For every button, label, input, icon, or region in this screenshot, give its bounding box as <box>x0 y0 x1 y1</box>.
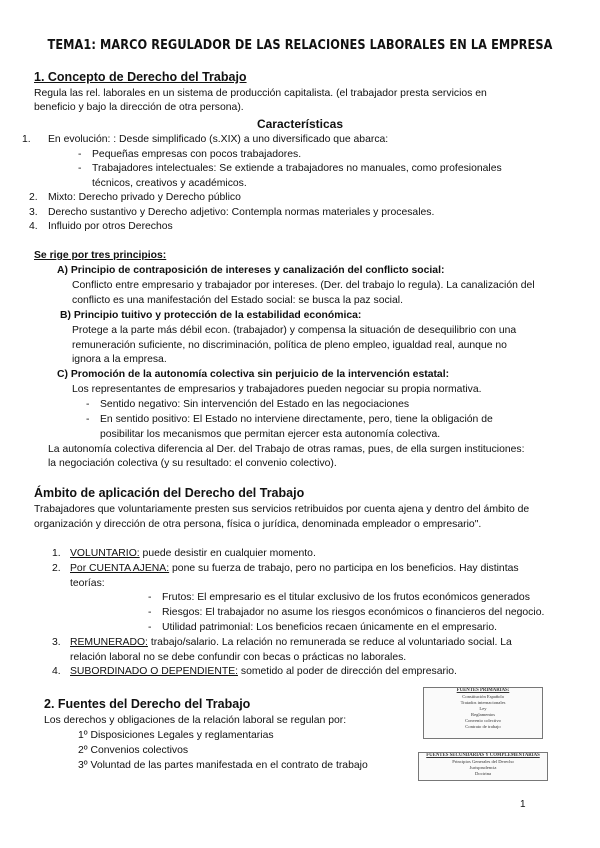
fuentes-secundarias-box <box>418 752 548 781</box>
ambito-item-4-label: SUBORDINADO O DEPENDIENTE: <box>70 666 239 677</box>
section1-intro-line2: beneficio y bajo la dirección de otra persona). <box>34 102 244 113</box>
caract-item-2-text: Mixto: Derecho privado y Derecho público <box>48 192 241 203</box>
principio-a-title: A) Principio de contraposición de intereses y canalización del conflicto social: <box>57 265 445 276</box>
ambito-intro-line2: organización y dirección de otra persona, física o jurídica, denominada empleador o empresario". <box>34 519 482 530</box>
caract-sub-1: Pequeñas empresas con pocos trabajadores. <box>92 149 302 160</box>
fuentes-item-3: 3º Voluntad de las partes manifestada en el contrato de trabajo <box>78 760 368 771</box>
principio-c-end-line1: La autonomía colectiva diferencia al Der. del Trabajo de otras ramas, pues, de ella surgen instituciones: <box>48 444 525 455</box>
principio-c-sub2-line2: posibilitar los mecanismos que permitan ejercer esta autonomía colectiva. <box>100 429 441 440</box>
principio-c-sub1: Sentido negativo: Sin intervención del Estado en las negociaciones <box>100 399 410 410</box>
principio-b-line3: ignora a la empresa. <box>72 354 167 365</box>
principio-c-end-line2: la negociación colectiva (y su resultado: el convenio colectivo). <box>48 458 337 469</box>
ambito-item-4-num: 4. <box>52 666 61 677</box>
fuentes-secundarias-title: FUENTES SECUNDARIAS Y COMPLEMENTARIAS <box>426 753 540 758</box>
fuentes-secundarias-line2: Jurisprudencia <box>469 765 497 770</box>
dash-4: - <box>86 414 90 425</box>
fuentes-item-1: 1º Disposiciones Legales y reglamentarias <box>78 730 274 741</box>
caract-sub-2-line1: Trabajadores intelectuales: Se extiende a trabajadores no manuales, como profesionales <box>92 163 502 174</box>
teoria-frutos: Frutos: El empresario es el titular exclusivo de los frutos económicos generados <box>162 592 530 603</box>
principio-b-line1: Protege a la parte más débil econ. (trabajador) y compensa la situación de desequilibrio con una <box>72 325 517 336</box>
fuentes-heading: 2. Fuentes del Derecho del Trabajo <box>44 697 251 711</box>
dash-2: - <box>78 163 82 174</box>
ambito-item-3 <box>70 636 512 649</box>
fuentes-secundarias-line1: Principios Generales del Derecho <box>452 759 514 764</box>
ambito-item-3-cont: relación laboral no se debe confundir con becas o prácticas no laborales. <box>70 652 407 663</box>
ambito-item-1-num: 1. <box>52 548 61 559</box>
ambito-item-2-num: 2. <box>52 563 61 574</box>
fuentes-primarias-line5: Convenio colectivo <box>465 718 501 723</box>
ambito-item-2-text: pone su fuerza de trabajo, pero no participa en los beneficios. Hay distintas <box>169 563 519 574</box>
ambito-item-1-text: puede desistir en cualquier momento. <box>139 548 316 559</box>
principios-heading: Se rige por tres principios: <box>34 250 167 261</box>
caract-item-2-num: 2. <box>29 192 38 203</box>
principio-c-sub2-line1: En sentido positivo: El Estado no interviene directamente, pero, tiene la obligación de <box>100 414 493 425</box>
ambito-item-1 <box>70 547 316 560</box>
fuentes-item-2: 2º Convenios colectivos <box>78 745 189 756</box>
fuentes-intro: Los derechos y obligaciones de la relación laboral se regulan por: <box>44 715 347 726</box>
ambito-item-4 <box>70 665 457 678</box>
fuentes-primarias-line6: Contrato de trabajo <box>465 724 501 729</box>
dash-1: - <box>78 149 82 160</box>
fuentes-primarias-title: FUENTES PRIMARIAS: <box>456 688 510 693</box>
ambito-item-3-label: REMUNERADO: <box>70 637 148 648</box>
section1-intro-line1: Regula las rel. laborales en un sistema de producción capitalista. (el trabajador presta servicios en <box>34 88 487 99</box>
fuentes-primarias-line1: Constitución Española <box>462 694 504 699</box>
ambito-intro-line1: Trabajadores que voluntariamente presten sus servicios retribuidos por cuenta ajena y dentro del ámbito de <box>34 504 530 515</box>
section1-heading: 1. Concepto de Derecho del Trabajo <box>34 70 247 84</box>
caracteristicas-title: Características <box>256 117 344 131</box>
fuentes-secundarias-line3: Doctrina <box>474 771 492 776</box>
ambito-item-2 <box>70 562 519 575</box>
ambito-item-2-label: Por CUENTA AJENA: <box>70 563 170 574</box>
teoria-utilidad: Utilidad patrimonial: Los beneficios recaen únicamente en el empresario. <box>162 622 497 633</box>
principio-a-line2: conflicto es una manifestación del Estado social: se busca la paz social. <box>72 295 403 306</box>
caract-item-1-num: 1. <box>22 134 31 145</box>
fuentes-primarias-line3: Ley <box>479 706 487 711</box>
document-title: TEMA1: MARCO REGULADOR DE LAS RELACIONES LABORALES EN LA EMPRESA <box>47 38 553 53</box>
dash-3: - <box>86 399 90 410</box>
dash-7: - <box>148 622 152 633</box>
ambito-heading: Ámbito de aplicación del Derecho del Trabajo <box>34 486 305 500</box>
principio-b-line2: remuneración suficiente, no discriminación, política de pleno empleo, igualdad real, aunque no <box>72 340 507 351</box>
ambito-item-1-label: VOLUNTARIO: <box>70 548 140 559</box>
dash-6: - <box>148 607 152 618</box>
caract-item-4-num: 4. <box>29 221 38 232</box>
caract-item-3-text: Derecho sustantivo y Derecho adjetivo: Contempla normas materiales y procesales. <box>48 207 435 218</box>
teoria-riesgos: Riesgos: El trabajador no asume los riesgos económicos o financieros del negocio. <box>162 607 545 618</box>
fuentes-primarias-line2: Tratados internacionales <box>460 700 506 705</box>
caract-item-4-text: Influido por otros Derechos <box>48 221 173 232</box>
principio-c-title: C) Promoción de la autonomía colectiva sin perjuicio de la intervención estatal: <box>57 369 450 380</box>
caract-sub-2-line2: técnicos, creativos y académicos. <box>92 178 247 189</box>
fuentes-primarias-line4: Reglamentos <box>471 712 495 717</box>
principio-b-title: B) Principio tuitivo y protección de la estabilidad económica: <box>60 310 362 321</box>
page-number: 1 <box>520 799 526 810</box>
ambito-item-3-num: 3. <box>52 637 61 648</box>
ambito-item-2-cont: teorías: <box>70 578 105 589</box>
caract-item-3-num: 3. <box>29 207 38 218</box>
principio-a-line1: Conflicto entre empresario y trabajador por intereses. (Der. del trabajo lo regula). La canalización del <box>72 280 535 291</box>
dash-5: - <box>148 592 152 603</box>
ambito-item-3-text: trabajo/salario. La relación no remunerada se reduce al voluntariado social. La <box>147 637 512 648</box>
caract-item-1-text: En evolución: : Desde simplificado (s.XIX) a uno diversificado que abarca: <box>48 134 389 145</box>
fuentes-primarias-box <box>423 687 543 739</box>
principio-c-text: Los representantes de empresarios y trabajadores pueden negociar su propia normativa. <box>72 384 482 395</box>
ambito-item-4-text: sometido al poder de dirección del empresario. <box>238 666 457 677</box>
